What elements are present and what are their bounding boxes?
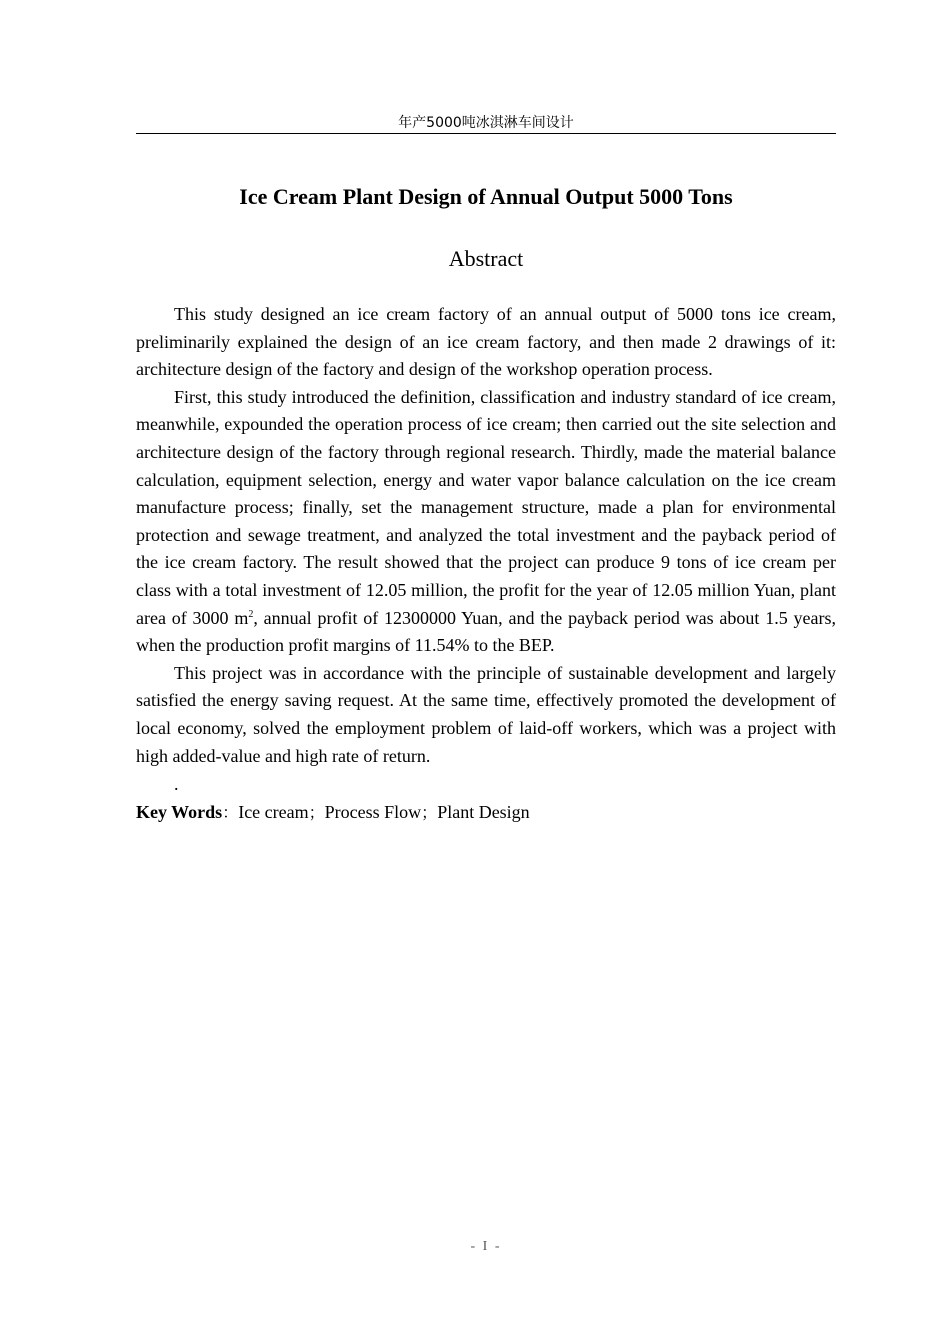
keywords-line bbox=[136, 798, 836, 826]
keyword-item: Process Flow bbox=[324, 802, 422, 823]
keywords-label: Key Words bbox=[136, 802, 223, 823]
section-heading-abstract: Abstract bbox=[448, 246, 524, 271]
abstract-paragraph-2 bbox=[136, 384, 836, 660]
keyword-separator: ； bbox=[308, 803, 325, 823]
document-title: Ice Cream Plant Design of Annual Output 5000 Tons bbox=[239, 184, 733, 209]
abstract-paragraph-3: This project was in accordance with the principle of sustainable development and largely satisfied the energy saving request. At the same time, effectively promoted the development of local economy, solved the employment problem of laid-off workers, which was a project with high added-value and high rate of return. bbox=[136, 662, 836, 766]
paragraph-2-text-cont: , annual profit of 12300000 Yuan, and the payback period was about 1.5 years, when the production profit margins of 11.54% to the BEP. bbox=[136, 607, 836, 656]
keywords-colon: ： bbox=[222, 803, 239, 823]
keyword-separator: ； bbox=[421, 803, 438, 823]
superscript-2: 2 bbox=[248, 608, 254, 620]
paragraph-2-text: First, this study introduced the definition, classification and industry standard of ice cream, meanwhile, expounded the operation process of ice cream; then carried out the site selection and architecture design of the factory through regional research. Thirdly, made the material balance calculation, equipment selection, energy and water vapor balance calculation on the ice cream manufacture process; finally, set the management structure, made a plan for environmental protection and sewage treatment, and analyzed the total investment and the payback period of the ice cream factory. The result showed that the project can produce 9 tons of ice cream per class with a total investment of 12.05 million, the profit for the year of 12.05 million Yuan, plant area of 3000 m bbox=[136, 386, 836, 628]
keyword-item: Plant Design bbox=[437, 802, 530, 823]
keyword-item: Ice cream bbox=[238, 802, 309, 823]
abstract-paragraph-1: This study designed an ice cream factory of an annual output of 5000 tons ice cream, preliminarily explained the design of an ice cream factory, and then made 2 drawings of it: architecture design of the factory and design of the workshop operation process. bbox=[136, 304, 836, 380]
stray-dot: . bbox=[174, 774, 179, 795]
page-number: - I - bbox=[470, 1239, 502, 1254]
header-rule bbox=[136, 133, 836, 134]
running-header: 年产5000吨冰淇淋车间设计 bbox=[398, 115, 574, 131]
abstract-body bbox=[136, 301, 836, 826]
